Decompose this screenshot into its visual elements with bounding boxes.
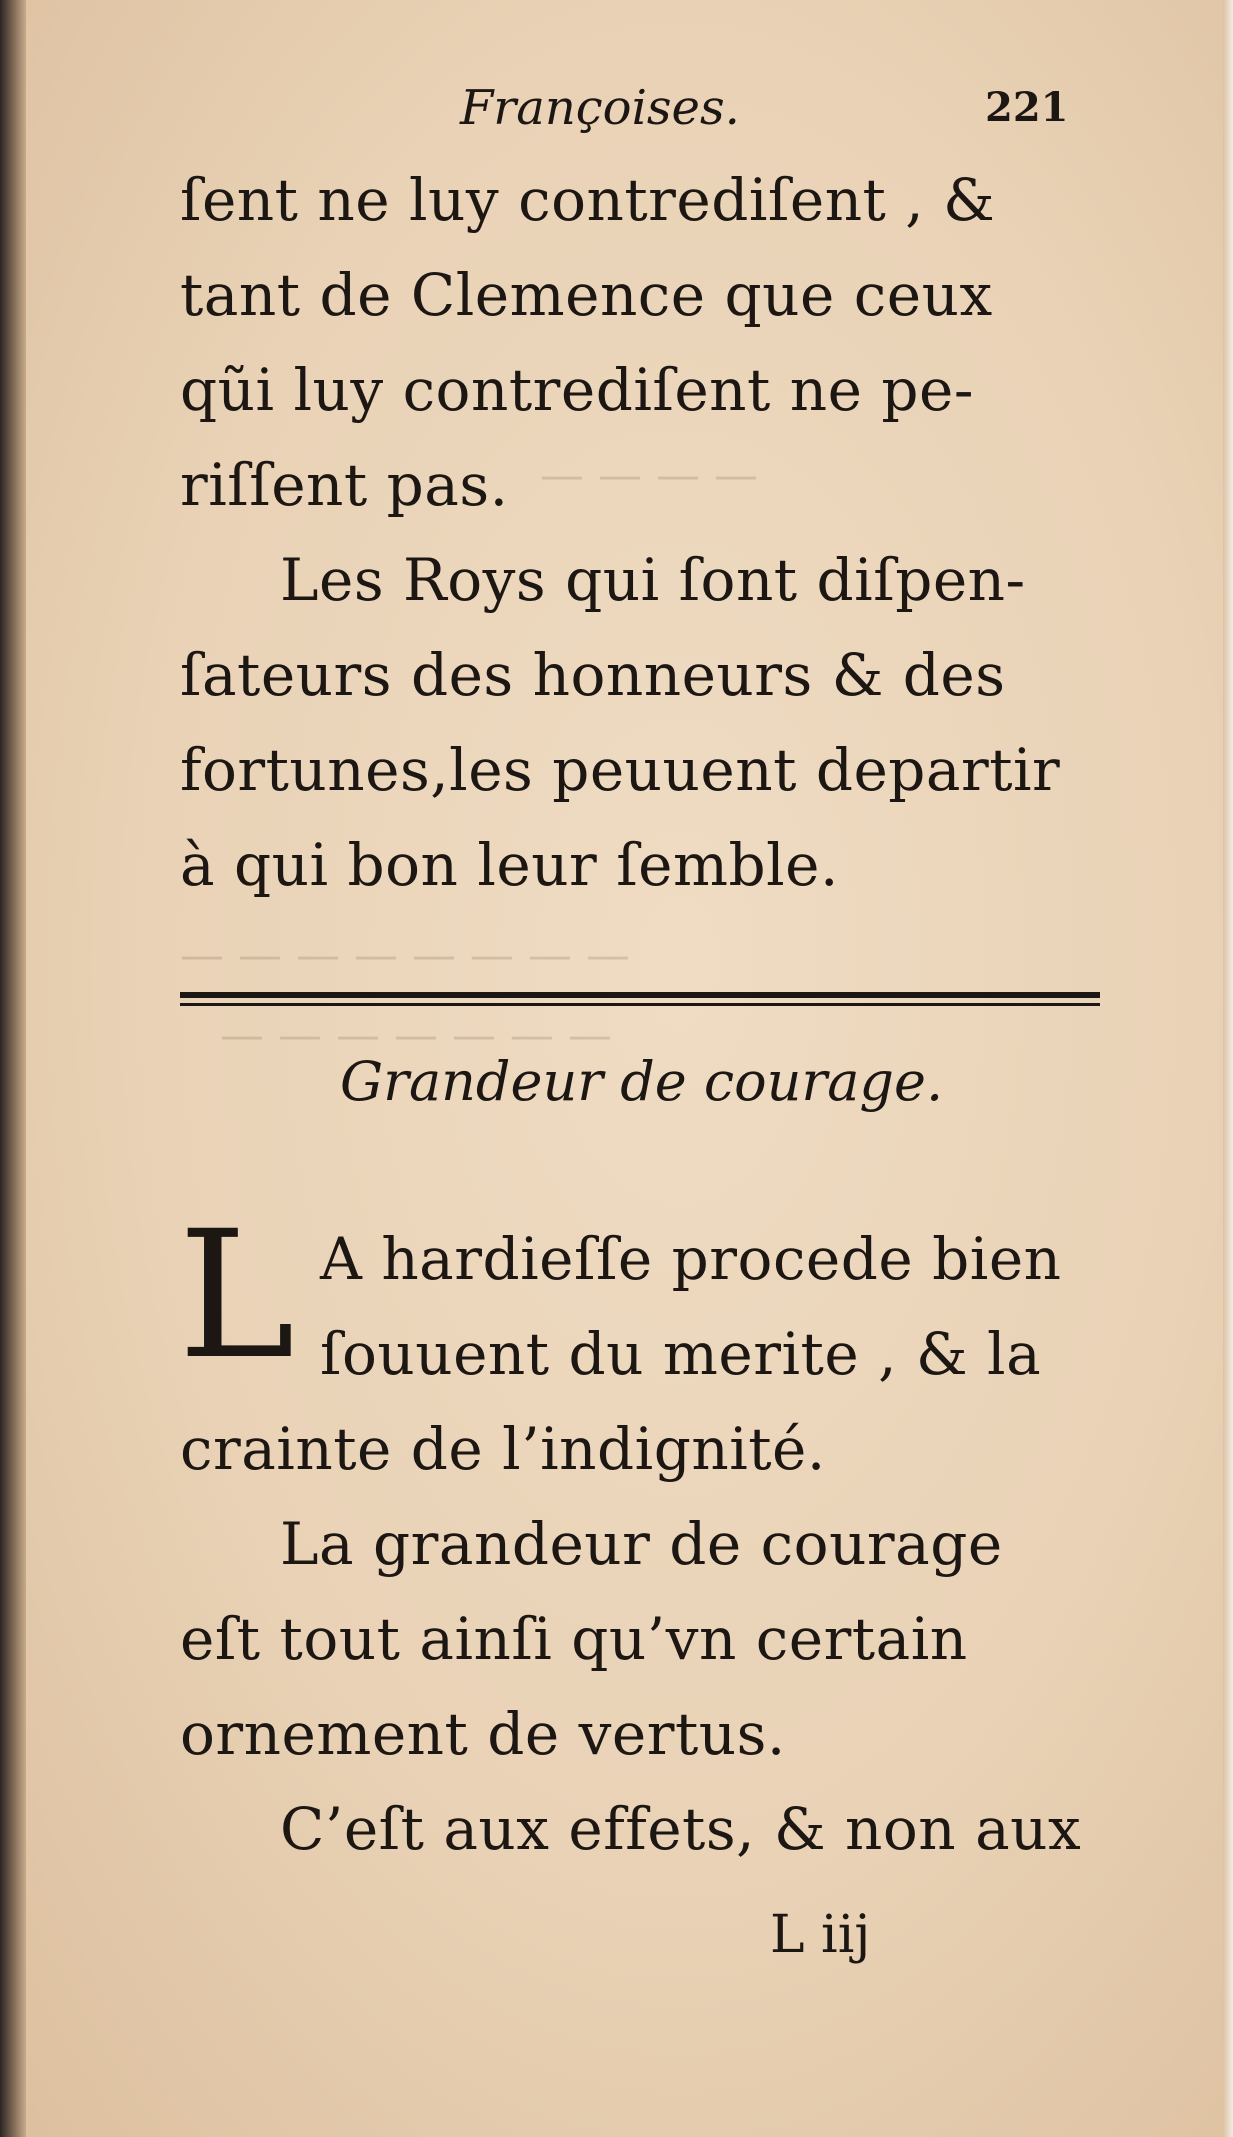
text-line: crainte de l’indignité. [180, 1415, 826, 1483]
text-line: ſent ne luy contrediſent , & [180, 166, 996, 234]
text-line: La grandeur de courage [280, 1510, 1003, 1578]
text-line: A hardieſſe procede bien [320, 1225, 1062, 1293]
text-line: C’eſt aux effets, & non aux [280, 1795, 1082, 1863]
running-title: Françoises. [460, 80, 740, 136]
text-line: eſt tout ainſi qu’vn certain [180, 1605, 968, 1673]
drop-cap: L [178, 1193, 295, 1398]
show-through-text: — — — — — — — [220, 1010, 612, 1061]
book-spine-shadow [0, 0, 26, 2137]
page-edge [1223, 0, 1233, 2137]
section-divider-thin [180, 1003, 1100, 1006]
section-title: Grandeur de courage. [340, 1050, 944, 1113]
show-through-text: — — — — — — — — [180, 930, 630, 981]
text-line: tant de Clemence que ceux [180, 261, 993, 329]
text-line: Les Roys qui ſont diſpen- [280, 546, 1026, 614]
section-divider [180, 992, 1100, 998]
text-line: riſſent pas. [180, 451, 509, 519]
text-line: ſateurs des honneurs & des [180, 641, 1006, 709]
text-line: qũi luy contrediſent ne pe- [180, 356, 974, 424]
page-number: 221 [985, 84, 1069, 131]
text-line: ornement de vertus. [180, 1700, 786, 1768]
text-line: à qui bon leur ſemble. [180, 831, 839, 899]
signature-mark: L iij [770, 1905, 871, 1965]
text-line: fortunes,les peuuent departir [180, 736, 1061, 804]
show-through-text: — — — — [540, 450, 758, 501]
text-line: ſouuent du merite , & la [320, 1320, 1042, 1388]
